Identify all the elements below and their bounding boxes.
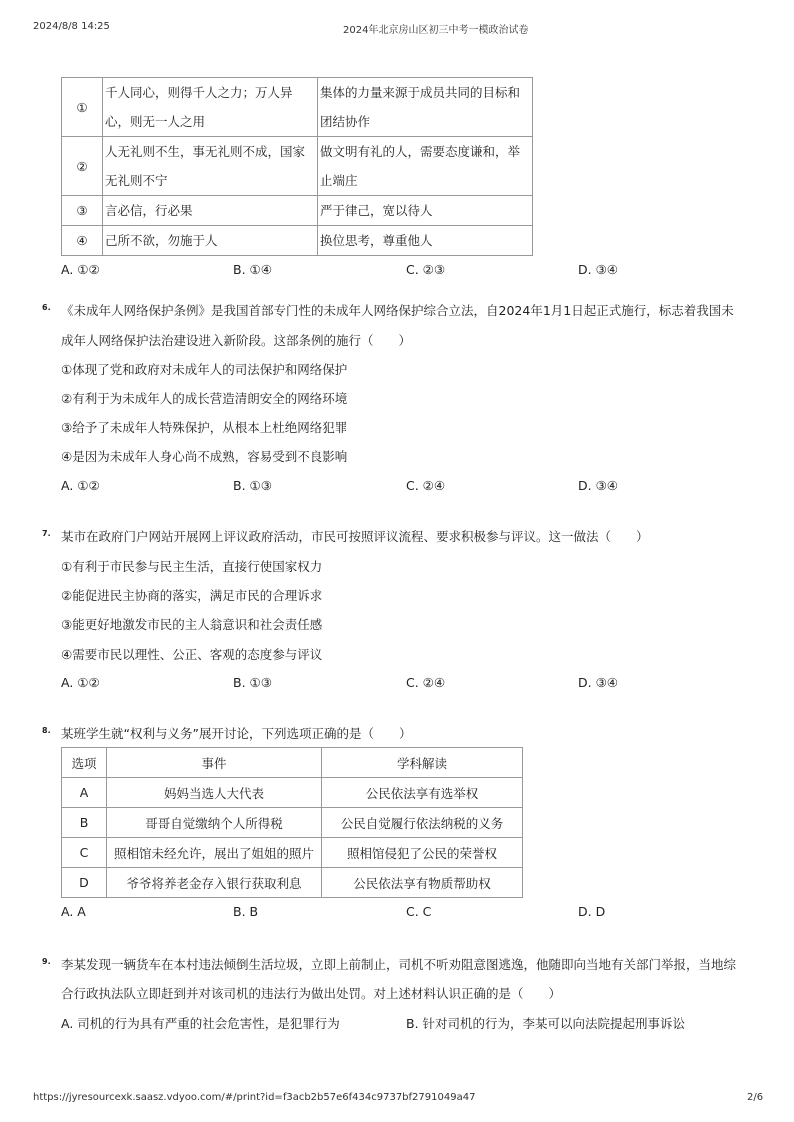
table-cell: 换位思考，尊重他人 <box>318 226 533 256</box>
q8-stem-line1: 某班学生就“权利与义务”展开讨论，下列选项正确的是（ ） <box>61 726 412 741</box>
q5-table <box>61 77 533 256</box>
q5-option-d[interactable]: D. ③④ <box>578 262 618 277</box>
q5-option-b[interactable]: B. ①④ <box>233 262 272 277</box>
q6-item-2: ②有利于为未成年人的成长营造清朗安全的网络环境 <box>61 391 348 406</box>
q6-item-4: ④是因为未成年人身心尚不成熟，容易受到不良影响 <box>61 449 348 464</box>
q9-option-a[interactable]: A. 司机的行为具有严重的社会危害性，是犯罪行为 <box>61 1016 340 1031</box>
q7-option-c[interactable]: C. ②④ <box>406 675 446 690</box>
table-cell: 哥哥自觉缴纳个人所得税 <box>107 808 322 838</box>
table-cell: 公民依法享有物质帮助权 <box>322 868 523 898</box>
q8-option-a[interactable]: A. A <box>61 904 86 919</box>
table-row <box>62 838 523 868</box>
q7-item-3: ③能更好地激发市民的主人翁意识和社会责任感 <box>61 617 323 632</box>
table-cell: ④ <box>62 226 103 256</box>
table-cell: ③ <box>62 196 103 226</box>
q6-item-1: ①体现了党和政府对未成年人的司法保护和网络保护 <box>61 362 348 377</box>
table-header-cell: 学科解读 <box>322 748 523 778</box>
table-row <box>62 78 533 137</box>
q7-item-4: ④需要市民以理性、公正、客观的态度参与评议 <box>61 647 323 662</box>
q7-item-2: ②能促进民主协商的落实，满足市民的合理诉求 <box>61 588 323 603</box>
q6-item-3: ③给予了未成年人特殊保护，从根本上杜绝网络犯罪 <box>61 420 348 435</box>
q7-option-a[interactable]: A. ①② <box>61 675 100 690</box>
table-cell: 集体的力量来源于成员共同的目标和团结协作 <box>318 78 533 137</box>
q9-option-b[interactable]: B. 针对司机的行为，李某可以向法院提起刑事诉讼 <box>406 1016 686 1031</box>
q9-number: 9. <box>42 957 51 966</box>
q7-item-1: ①有利于市民参与民主生活，直接行使国家权力 <box>61 559 323 574</box>
table-row <box>62 226 533 256</box>
table-header-cell: 事件 <box>107 748 322 778</box>
q6-stem-line2: 成年人网络保护法治建设进入新阶段。这部条例的施行（ ） <box>61 333 412 348</box>
q7-number: 7. <box>42 529 51 538</box>
q6-option-c[interactable]: C. ②④ <box>406 478 446 493</box>
footer-url[interactable]: https://jyresourcexk.saasz.vdyoo.com/#/print?id=f3acb2b57e6f434c9737bf2791049a47 <box>33 1092 476 1103</box>
q8-option-c[interactable]: C. C <box>406 904 432 919</box>
table-cell: 做文明有礼的人，需要态度谦和，举止端庄 <box>318 137 533 196</box>
table-cell: 爷爷将养老金存入银行获取利息 <box>107 868 322 898</box>
q6-option-a[interactable]: A. ①② <box>61 478 100 493</box>
page-number: 2/6 <box>747 1092 764 1103</box>
q9-stem-line1: 李某发现一辆货车在本村违法倾倒生活垃圾，立即上前制止，司机不听劝阻意图逃逸，他随即向当地有关部门举报，当地综 <box>61 957 737 972</box>
table-row <box>62 196 533 226</box>
table-cell: ② <box>62 137 103 196</box>
table-cell: 照相馆侵犯了公民的荣誉权 <box>322 838 523 868</box>
table-row <box>62 868 523 898</box>
table-row <box>62 137 533 196</box>
q9-stem-line2: 合行政执法队立即赶到并对该司机的违法行为做出处罚。对上述材料认识正确的是（ ） <box>61 986 562 1001</box>
table-cell: 己所不欲，勿施于人 <box>103 226 318 256</box>
q6-stem-line1: 《未成年人网络保护条例》是我国首部专门性的未成年人网络保护综合立法，自2024年1月1日起正式施行，标志着我国未 <box>61 303 734 318</box>
q8-option-d[interactable]: D. D <box>578 904 606 919</box>
q7-option-b[interactable]: B. ①③ <box>233 675 272 690</box>
q8-option-b[interactable]: B. B <box>233 904 259 919</box>
q6-number: 6. <box>42 303 51 312</box>
print-datetime: 2024/8/8 14:25 <box>33 21 110 32</box>
table-cell: 千人同心，则得千人之力；万人异心，则无一人之用 <box>103 78 318 137</box>
table-header-cell: 选项 <box>62 748 107 778</box>
q8-number: 8. <box>42 726 51 735</box>
table-cell: B <box>62 808 107 838</box>
q7-stem-line1: 某市在政府门户网站开展网上评议政府活动，市民可按照评议流程、要求积极参与评议。这一做法（ ） <box>61 529 649 544</box>
q8-table <box>61 747 523 898</box>
table-cell: ① <box>62 78 103 137</box>
q7-option-d[interactable]: D. ③④ <box>578 675 618 690</box>
table-cell: 言必信，行必果 <box>103 196 318 226</box>
q5-option-c[interactable]: C. ②③ <box>406 262 446 277</box>
table-cell: D <box>62 868 107 898</box>
table-cell: 人无礼则不生，事无礼则不成，国家无礼则不宁 <box>103 137 318 196</box>
table-row <box>62 778 523 808</box>
q6-option-b[interactable]: B. ①③ <box>233 478 272 493</box>
document-title: 2024年北京房山区初三中考一模政治试卷 <box>343 25 529 36</box>
q5-option-a[interactable]: A. ①② <box>61 262 100 277</box>
table-row <box>62 808 523 838</box>
table-cell: 公民依法享有选举权 <box>322 778 523 808</box>
table-cell: 严于律己，宽以待人 <box>318 196 533 226</box>
table-cell: 妈妈当选人大代表 <box>107 778 322 808</box>
table-cell: A <box>62 778 107 808</box>
table-cell: 公民自觉履行依法纳税的义务 <box>322 808 523 838</box>
table-cell: C <box>62 838 107 868</box>
table-cell: 照相馆未经允许，展出了姐姐的照片 <box>107 838 322 868</box>
q6-option-d[interactable]: D. ③④ <box>578 478 618 493</box>
table-header-row <box>62 748 523 778</box>
